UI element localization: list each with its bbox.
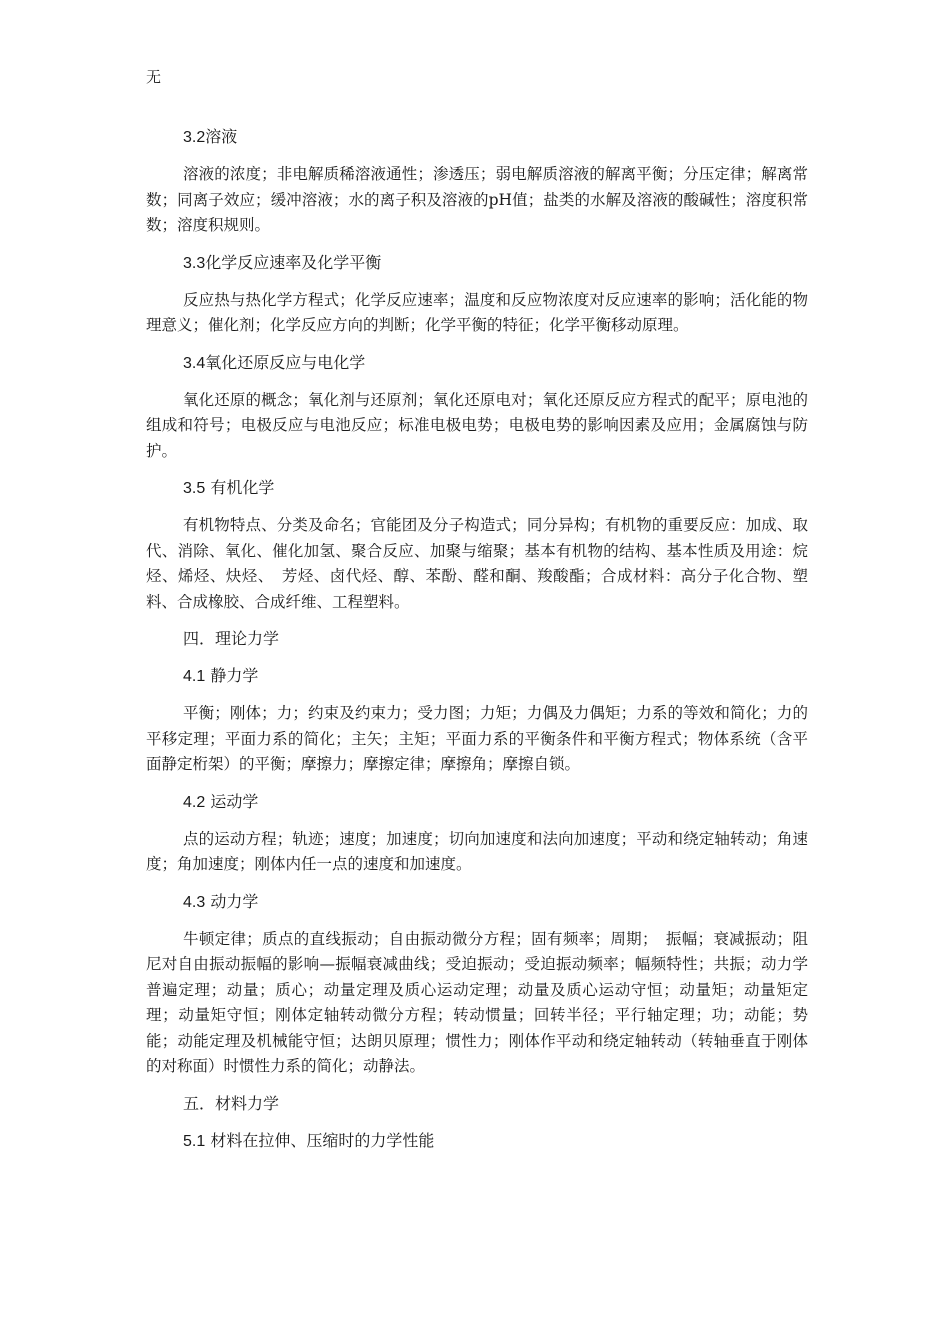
section-heading-5: 五．材料力学 [183,1093,280,1113]
paragraph-3-5: 有机物特点、分类及命名；官能团及分子构造式；同分异构；有机物的重要反应：加成、取代、消除、氧化、催化加氢、聚合反应、加聚与缩聚；基本有机物的结构、基本性质及用途：烷烃、烯烃、炔烃、 芳烃、卤代烃、醇、苯酚、醛和酮、羧酸酯；合成材料：高分子化合物、塑料、合成橡胶、合成纤维、工程塑料。 [146,516,808,611]
section-heading-4: 四．理论力学 [183,629,280,648]
document-body [146,124,808,1166]
heading-5-1: 5.1 材料在拉伸、压缩时的力学性能 [183,1130,435,1150]
paragraph-3-2: 溶液的浓度；非电解质稀溶液通性；渗透压；弱电解质溶液的解离平衡；分压定律；解离常数；同离子效应；缓冲溶液；水的离子积及溶液的pH值；盐类的水解及溶液的酸碱性；溶度积常数；溶度积规则。 [146,165,808,234]
heading-3-4: 3.4氧化还原反应与电化学 [183,352,366,372]
heading-4-2: 4.2 运动学 [183,791,259,811]
paragraph-3-4: 氧化还原的概念；氧化剂与还原剂；氧化还原电对；氧化还原反应方程式的配平；原电池的组成和符号；电极反应与电池反应；标准电极电势；电极电势的影响因素及应用；金属腐蚀与防护。 [146,390,808,460]
paragraph-4-2: 点的运动方程；轨迹；速度；加速度；切向加速度和法向加速度；平动和绕定轴转动；角速度；角加速度；刚体内任一点的速度和加速度。 [146,829,808,873]
heading-4-1: 4.1 静力学 [183,666,259,685]
paragraph-3-3: 反应热与热化学方程式；化学反应速率；温度和反应物浓度对反应速率的影响；活化能的物理意义；催化剂；化学反应方向的判断；化学平衡的特征；化学平衡移动原理。 [146,290,808,334]
heading-3-2: 3.2溶液 [183,127,238,146]
heading-4-3: 4.3 动力学 [183,891,259,911]
paragraph-4-3: 牛顿定律；质点的直线振动；自由振动微分方程；固有频率；周期； 振幅；衰减振动；阻尼对自由振动振幅的影响—振幅衰减曲线；受迫振动；受迫振动频率；幅频特性；共振；动力学普遍定理；动量；质心；动量定理及质心运动定理；动量及质心运动守恒；动量矩；动量矩定理；动量矩守恒；刚体定轴转动微分方程；转动惯量；回转半径；平行轴定理；功；动能；势能；动能定理及机械能守恒；达朗贝原理；惯性力；刚体作平动和绕定轴转动（转轴垂直于刚体的对称面）时惯性力系的简化；动静法。 [146,929,808,1075]
heading-3-3: 3.3化学反应速率及化学平衡 [183,252,382,272]
paragraph-4-1: 平衡；刚体；力；约束及约束力；受力图；力矩；力偶及力偶矩；力系的等效和简化；力的平移定理；平面力系的简化；主矢；主矩；平面力系的平衡条件和平衡方程式；物体系统（含平面静定桁架）的平衡；摩擦力；摩擦定律；摩擦角；摩擦自锁。 [146,704,808,773]
heading-3-5: 3.5 有机化学 [183,478,275,497]
page-header: 无 [146,68,162,86]
